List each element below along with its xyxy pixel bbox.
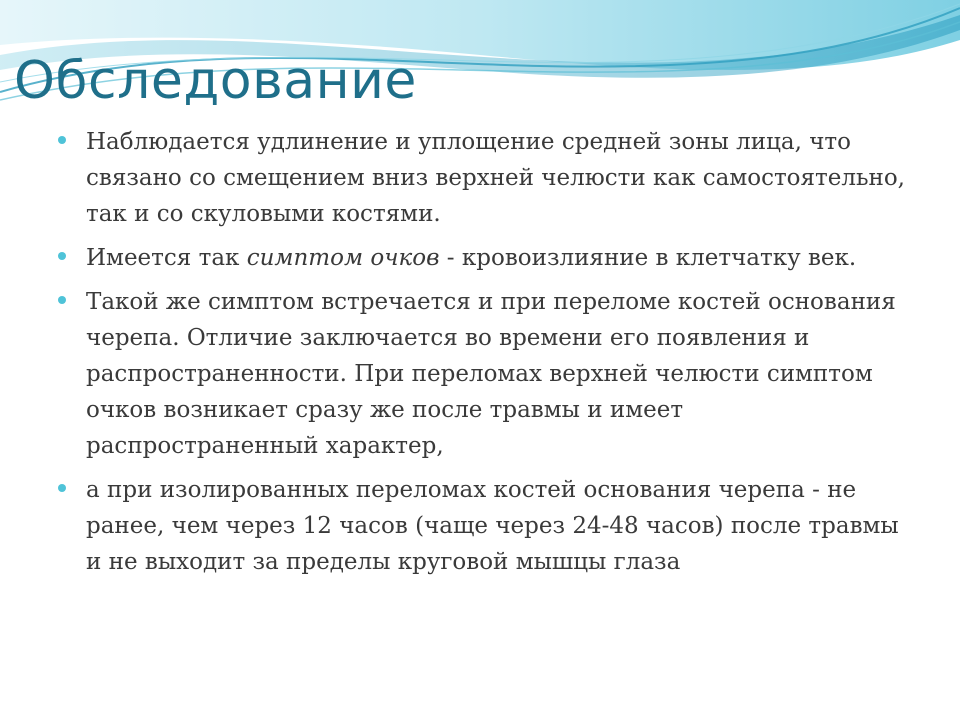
bullet-dot-icon: [58, 252, 66, 260]
bullet-text: а при изолированных переломах костей основания черепа - не ранее, чем через 12 часов (чаще через 24-48 часов) после травмы и не выходит за пределы круговой мышцы глаза: [86, 477, 899, 575]
bullet-dot-icon: [58, 136, 66, 144]
bullet-item: [58, 472, 908, 580]
bullet-item: [58, 124, 908, 232]
bullet-text-after: - кровоизлияние в клетчатку век.: [439, 245, 857, 271]
bullet-item: [58, 240, 908, 276]
bullet-text: Такой же симптом встречается и при переломе костей основания черепа. Отличие заключается во времени его появления и распространенности. При переломах верхней челюсти симптом очков возникает сразу же после травмы и имеет распространенный характер,: [86, 289, 896, 459]
slide-title: Обследование: [14, 51, 417, 111]
bullet-text-before: Имеется так: [86, 245, 247, 271]
bullet-list: [58, 124, 908, 588]
bullet-text: Наблюдается удлинение и уплощение средней зоны лица, что связано со смещением вниз верхней челюсти как самостоятельно, так и со скуловыми костями.: [86, 129, 905, 227]
bullet-item: [58, 284, 908, 464]
bullet-dot-icon: [58, 484, 66, 492]
bullet-dot-icon: [58, 296, 66, 304]
bullet-text-italic: симптом очков: [246, 245, 440, 271]
